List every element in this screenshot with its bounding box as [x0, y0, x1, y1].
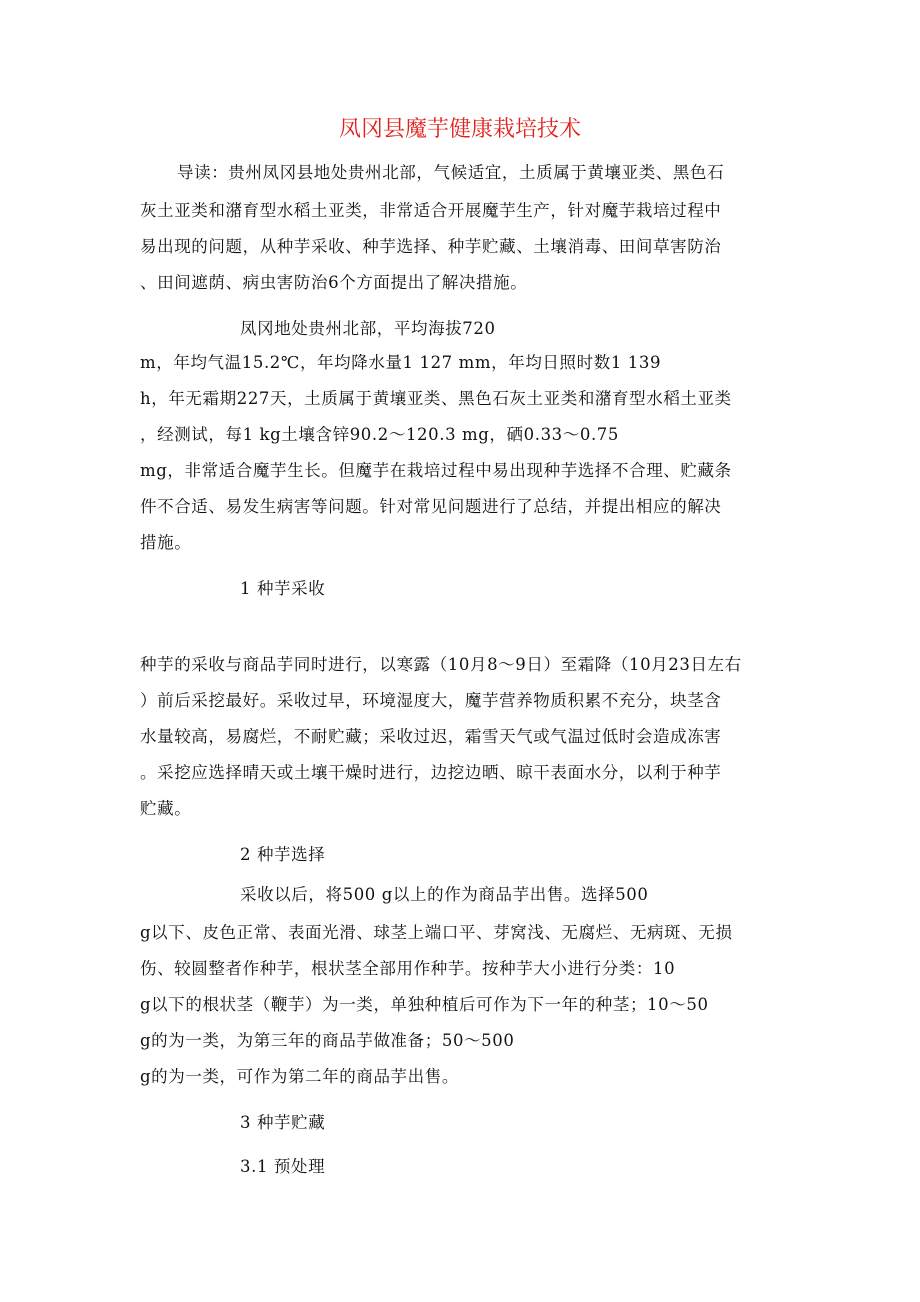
- intro-line: 措施。: [140, 533, 192, 552]
- intro-line: m，年均气温15.2℃，年均降水量1 127 mm，年均日照时数1 139: [140, 353, 662, 372]
- abstract-line: 、田间遮荫、病虫害防治6个方面提出了解决措施。: [140, 273, 528, 292]
- section1-line: 种芋的采收与商品芋同时进行，以寒露（10月8～9日）至霜降（10月23日左右: [140, 655, 742, 674]
- intro-line: h，年无霜期227天，土质属于黄壤亚类、黑色石灰土亚类和潴育型水稻土亚类: [140, 389, 732, 408]
- section1-line: ）前后采挖最好。采收过早，环境湿度大，魔芋营养物质积累不充分，块茎含: [140, 691, 722, 710]
- subsection-heading: 3.1 预处理: [240, 1157, 326, 1176]
- section2-line: 伤、较圆整者作种芋，根状茎全部用作种芋。按种芋大小进行分类：10: [140, 959, 676, 978]
- intro-line: 凤冈地处贵州北部，平均海拔720: [240, 319, 496, 338]
- section2-line: g以下、皮色正常、表面光滑、球茎上端口平、芽窝浅、无腐烂、无病斑、无损: [140, 923, 733, 942]
- section-heading: 2 种芋选择: [240, 845, 326, 864]
- section2-line: g的为一类，为第三年的商品芋做准备；50～500: [140, 1031, 515, 1050]
- intro-line: ，经测试，每1 kg土壤含锌90.2～120.3 mg，硒0.33～0.75: [140, 425, 620, 444]
- section1-line: 水量较高，易腐烂，不耐贮藏；采收过迟，霜雪天气或气温过低时会造成冻害: [140, 727, 722, 746]
- section1-line: 。采挖应选择晴天或土壤干燥时进行，边挖边晒、晾干表面水分，以利于种芋: [140, 763, 722, 782]
- section2-line: g的为一类，可作为第二年的商品芋出售。: [140, 1067, 459, 1086]
- document-title: 凤冈县魔芋健康栽培技术: [338, 117, 581, 142]
- section-heading: 1 种芋采收: [240, 579, 326, 598]
- section1-line: 贮藏。: [140, 799, 192, 818]
- section-heading: 3 种芋贮藏: [240, 1113, 326, 1132]
- abstract-line: 灰土亚类和潴育型水稻土亚类，非常适合开展魔芋生产，针对魔芋栽培过程中: [140, 201, 722, 220]
- intro-line: mg，非常适合魔芋生长。但魔芋在栽培过程中易出现种芋选择不合理、贮藏条: [140, 461, 732, 480]
- abstract-line: 导读：贵州凤冈县地处贵州北部，气候适宜，土质属于黄壤亚类、黑色石: [177, 163, 725, 182]
- intro-line: 件不合适、易发生病害等问题。针对常见问题进行了总结，并提出相应的解决: [140, 497, 722, 516]
- section2-line: 采收以后，将500 g以上的作为商品芋出售。选择500: [240, 885, 649, 904]
- abstract-line: 易出现的问题，从种芋采收、种芋选择、种芋贮藏、土壤消毒、田间草害防治: [140, 237, 722, 256]
- section2-line: g以下的根状茎（鞭芋）为一类，单独种植后可作为下一年的种茎；10～50: [140, 995, 709, 1014]
